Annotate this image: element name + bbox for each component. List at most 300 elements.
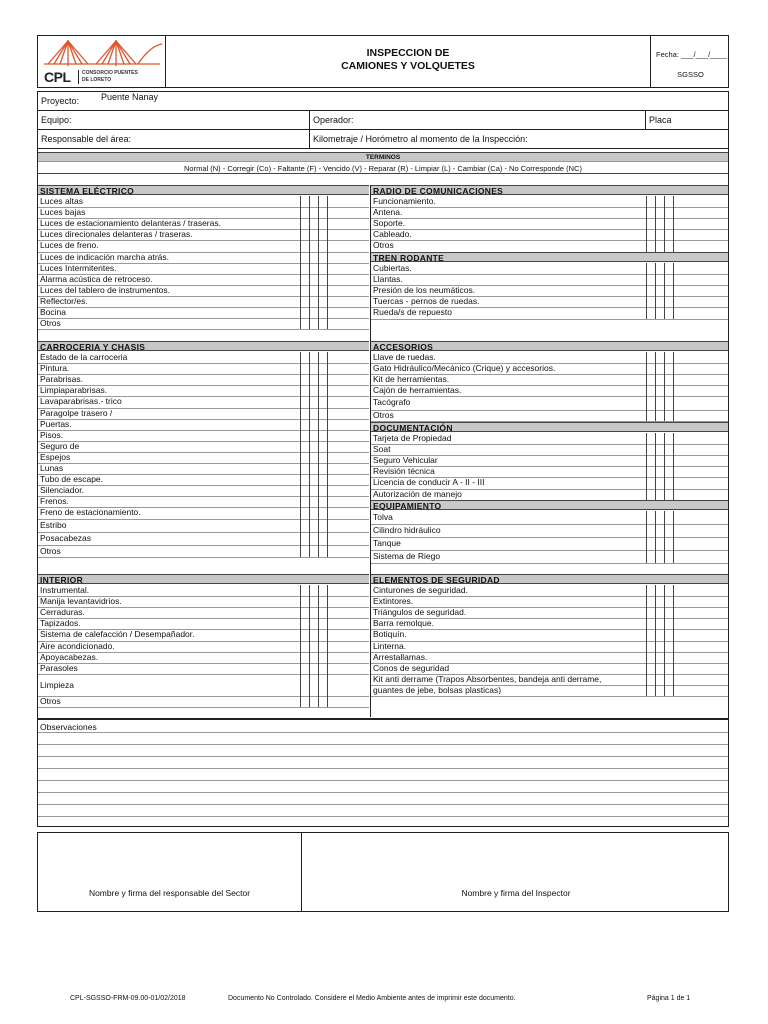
status-cell[interactable] bbox=[655, 352, 664, 363]
status-cell[interactable] bbox=[655, 674, 664, 685]
status-cell[interactable] bbox=[318, 240, 327, 251]
status-cell[interactable] bbox=[318, 652, 327, 663]
status-cell[interactable] bbox=[309, 263, 318, 274]
date-field[interactable]: Fecha: ___/___/____ bbox=[656, 50, 727, 59]
status-cell[interactable] bbox=[664, 652, 673, 663]
column-divider bbox=[664, 263, 665, 319]
status-cell[interactable] bbox=[318, 229, 327, 240]
status-cell[interactable] bbox=[309, 240, 318, 251]
status-cell[interactable] bbox=[309, 629, 318, 640]
status-cell[interactable] bbox=[664, 396, 673, 409]
status-cell[interactable] bbox=[646, 511, 655, 524]
status-cell[interactable] bbox=[664, 524, 673, 537]
status-cell[interactable] bbox=[664, 685, 673, 696]
status-cell[interactable] bbox=[655, 489, 664, 500]
status-cell[interactable] bbox=[309, 374, 318, 385]
observation-line bbox=[38, 732, 728, 733]
column-divider bbox=[664, 196, 665, 252]
status-cell[interactable] bbox=[318, 507, 327, 518]
status-cell[interactable] bbox=[664, 511, 673, 524]
status-cell[interactable] bbox=[646, 207, 655, 218]
status-cell[interactable] bbox=[655, 537, 664, 550]
status-cell[interactable] bbox=[664, 674, 673, 685]
column-divider bbox=[318, 585, 319, 707]
date-box bbox=[650, 36, 730, 87]
status-cell[interactable] bbox=[655, 240, 664, 251]
checklist-item: Presión de los neumáticos. bbox=[373, 285, 476, 296]
status-cell[interactable] bbox=[300, 641, 309, 652]
status-cell[interactable] bbox=[318, 408, 327, 419]
column-divider bbox=[318, 352, 319, 557]
checklist-item: Limpiaparabrisas. bbox=[40, 385, 108, 396]
status-cell[interactable] bbox=[664, 274, 673, 285]
status-cell[interactable] bbox=[664, 196, 673, 207]
status-cell[interactable] bbox=[309, 452, 318, 463]
status-cell[interactable] bbox=[655, 685, 664, 696]
status-cell[interactable] bbox=[655, 466, 664, 477]
status-cell[interactable] bbox=[664, 663, 673, 674]
status-cell[interactable] bbox=[300, 196, 309, 207]
status-cell[interactable] bbox=[646, 466, 655, 477]
status-cell[interactable] bbox=[318, 441, 327, 452]
status-cell[interactable] bbox=[646, 685, 655, 696]
status-cell[interactable] bbox=[300, 629, 309, 640]
responsable-field[interactable]: Responsable del área: bbox=[38, 130, 310, 148]
status-cell[interactable] bbox=[664, 629, 673, 640]
status-cell[interactable] bbox=[664, 444, 673, 455]
status-cell[interactable] bbox=[309, 285, 318, 296]
status-cell[interactable] bbox=[646, 455, 655, 466]
observation-line bbox=[38, 756, 728, 757]
status-cell[interactable] bbox=[300, 452, 309, 463]
status-cell[interactable] bbox=[646, 285, 655, 296]
status-cell[interactable] bbox=[664, 207, 673, 218]
checklist-item: Tanque bbox=[373, 538, 401, 549]
status-cell[interactable] bbox=[655, 477, 664, 488]
status-cell[interactable] bbox=[646, 629, 655, 640]
column-divider bbox=[673, 433, 674, 500]
checklist-item: Cilindro hidráulico bbox=[373, 525, 441, 536]
proyecto-field[interactable]: Puente Nanay bbox=[101, 92, 159, 102]
checklist-item: Paragolpe trasero / bbox=[40, 407, 113, 418]
column-divider bbox=[646, 433, 647, 500]
observations-box[interactable] bbox=[37, 719, 729, 827]
status-cell[interactable] bbox=[646, 274, 655, 285]
status-cell[interactable] bbox=[655, 585, 664, 596]
status-cell[interactable] bbox=[664, 410, 673, 421]
column-divider bbox=[664, 433, 665, 500]
status-cell[interactable] bbox=[664, 537, 673, 550]
status-cell[interactable] bbox=[664, 607, 673, 618]
status-cell[interactable] bbox=[655, 285, 664, 296]
status-cell[interactable] bbox=[646, 229, 655, 240]
status-cell[interactable] bbox=[300, 474, 309, 485]
status-cell[interactable] bbox=[646, 385, 655, 396]
column-divider bbox=[646, 263, 647, 319]
status-cell[interactable] bbox=[664, 618, 673, 629]
checklist-item: Cubiertas. bbox=[373, 263, 412, 273]
status-cell[interactable] bbox=[646, 296, 655, 307]
status-cell[interactable] bbox=[318, 396, 327, 407]
checklist-item: Lavaparabrisas.- trico bbox=[40, 396, 122, 407]
status-cell[interactable] bbox=[309, 696, 318, 707]
status-cell[interactable] bbox=[318, 674, 327, 696]
status-cell[interactable] bbox=[664, 455, 673, 466]
status-cell[interactable] bbox=[318, 663, 327, 674]
status-cell[interactable] bbox=[309, 545, 318, 558]
status-cell[interactable] bbox=[309, 218, 318, 229]
status-cell[interactable] bbox=[300, 252, 309, 263]
status-cell[interactable] bbox=[318, 252, 327, 263]
status-cell[interactable] bbox=[309, 596, 318, 607]
equipo-field[interactable]: Equipo: bbox=[38, 111, 310, 129]
status-cell[interactable] bbox=[309, 474, 318, 485]
terms-text: Normal (N) - Corregir (Co) - Faltante (F) - Vencido (V) - Reparar (R) - Limpiar (L) - Cambiar (Ca) - No Corresponde (NC) bbox=[38, 161, 728, 174]
status-cell[interactable] bbox=[300, 307, 309, 318]
status-cell[interactable] bbox=[309, 652, 318, 663]
status-cell[interactable] bbox=[655, 229, 664, 240]
status-cell[interactable] bbox=[300, 374, 309, 385]
status-cell[interactable] bbox=[646, 537, 655, 550]
status-cell[interactable] bbox=[318, 307, 327, 318]
status-cell[interactable] bbox=[300, 408, 309, 419]
logo-divider bbox=[78, 70, 79, 84]
status-cell[interactable] bbox=[664, 550, 673, 563]
logo-sub-line-2: DE LORETO bbox=[82, 76, 112, 83]
status-cell[interactable] bbox=[309, 196, 318, 207]
column-divider bbox=[300, 196, 301, 329]
status-cell[interactable] bbox=[655, 263, 664, 274]
status-cell[interactable] bbox=[300, 274, 309, 285]
status-cell[interactable] bbox=[309, 296, 318, 307]
status-cell[interactable] bbox=[664, 466, 673, 477]
status-cell[interactable] bbox=[300, 430, 309, 441]
status-cell[interactable] bbox=[655, 218, 664, 229]
status-cell[interactable] bbox=[655, 455, 664, 466]
bridge-logo-icon bbox=[38, 36, 166, 70]
status-cell[interactable] bbox=[664, 296, 673, 307]
status-cell[interactable] bbox=[318, 585, 327, 596]
status-cell[interactable] bbox=[646, 263, 655, 274]
status-cell[interactable] bbox=[318, 374, 327, 385]
status-cell[interactable] bbox=[300, 532, 309, 545]
status-cell[interactable] bbox=[646, 674, 655, 685]
status-cell[interactable] bbox=[300, 674, 309, 696]
status-cell[interactable] bbox=[300, 285, 309, 296]
column-divider bbox=[646, 511, 647, 563]
status-cell[interactable] bbox=[318, 296, 327, 307]
column-divider bbox=[673, 511, 674, 563]
observation-line bbox=[38, 744, 728, 745]
status-cell[interactable] bbox=[655, 596, 664, 607]
status-cell[interactable] bbox=[309, 519, 318, 532]
status-cell[interactable] bbox=[646, 607, 655, 618]
status-cell[interactable] bbox=[318, 430, 327, 441]
status-cell[interactable] bbox=[664, 285, 673, 296]
status-cell[interactable] bbox=[655, 296, 664, 307]
operador-field[interactable]: Operador: bbox=[310, 111, 646, 129]
status-cell[interactable] bbox=[318, 519, 327, 532]
checklist-item: Luces del tablero de instrumentos. bbox=[40, 284, 170, 295]
status-cell[interactable] bbox=[318, 485, 327, 496]
status-cell[interactable] bbox=[309, 485, 318, 496]
status-cell[interactable] bbox=[664, 477, 673, 488]
section-header: DOCUMENTACIÓN bbox=[371, 422, 728, 432]
checklist-item: Luces direcionales delanteras / traseras. bbox=[40, 229, 193, 240]
status-cell[interactable] bbox=[318, 274, 327, 285]
status-cell[interactable] bbox=[318, 618, 327, 629]
status-cell[interactable] bbox=[318, 463, 327, 474]
status-cell[interactable] bbox=[655, 663, 664, 674]
status-cell[interactable] bbox=[300, 318, 309, 329]
status-cell[interactable] bbox=[646, 489, 655, 500]
status-cell[interactable] bbox=[309, 496, 318, 507]
status-cell[interactable] bbox=[664, 641, 673, 652]
status-cell[interactable] bbox=[300, 441, 309, 452]
status-cell[interactable] bbox=[664, 596, 673, 607]
footer-note: Documento No Controlado. Considere el Medio Ambiente antes de imprimir este documento. bbox=[228, 995, 516, 1002]
checklist-item: Tacógrafo bbox=[373, 397, 411, 408]
status-cell[interactable] bbox=[646, 374, 655, 385]
status-cell[interactable] bbox=[318, 596, 327, 607]
status-cell[interactable] bbox=[664, 240, 673, 251]
status-cell[interactable] bbox=[655, 629, 664, 640]
status-cell[interactable] bbox=[655, 374, 664, 385]
status-cell[interactable] bbox=[300, 352, 309, 363]
status-cell[interactable] bbox=[664, 352, 673, 363]
status-cell[interactable] bbox=[309, 463, 318, 474]
checklist-item: Barra remolque. bbox=[373, 618, 434, 629]
status-cell[interactable] bbox=[309, 618, 318, 629]
status-cell[interactable] bbox=[300, 545, 309, 558]
status-cell[interactable] bbox=[318, 419, 327, 430]
status-cell[interactable] bbox=[655, 207, 664, 218]
status-cell[interactable] bbox=[664, 363, 673, 374]
status-cell[interactable] bbox=[646, 550, 655, 563]
status-cell[interactable] bbox=[300, 218, 309, 229]
status-cell[interactable] bbox=[655, 618, 664, 629]
status-cell[interactable] bbox=[318, 363, 327, 374]
row-divider bbox=[371, 563, 728, 564]
status-cell[interactable] bbox=[318, 196, 327, 207]
status-cell[interactable] bbox=[646, 363, 655, 374]
signature-inspector[interactable] bbox=[302, 833, 730, 911]
status-cell[interactable] bbox=[655, 652, 664, 663]
status-cell[interactable] bbox=[646, 477, 655, 488]
status-cell[interactable] bbox=[655, 307, 664, 318]
logo bbox=[38, 36, 166, 87]
column-divider bbox=[673, 352, 674, 421]
checklist-item: Kit anti derrame (Trapos Absorbentes, bandeja anti derrame, bbox=[373, 673, 602, 684]
status-cell[interactable] bbox=[664, 385, 673, 396]
status-cell[interactable] bbox=[309, 207, 318, 218]
status-cell[interactable] bbox=[646, 196, 655, 207]
status-cell[interactable] bbox=[664, 229, 673, 240]
checklist bbox=[37, 149, 729, 719]
status-cell[interactable] bbox=[646, 524, 655, 537]
status-cell[interactable] bbox=[655, 363, 664, 374]
status-cell[interactable] bbox=[309, 252, 318, 263]
status-cell[interactable] bbox=[309, 318, 318, 329]
status-cell[interactable] bbox=[655, 274, 664, 285]
status-cell[interactable] bbox=[300, 229, 309, 240]
status-cell[interactable] bbox=[646, 218, 655, 229]
status-cell[interactable] bbox=[664, 263, 673, 274]
status-cell[interactable] bbox=[309, 674, 318, 696]
checklist-item: Cinturones de seguridad. bbox=[373, 585, 468, 595]
status-cell[interactable] bbox=[300, 263, 309, 274]
status-cell[interactable] bbox=[318, 218, 327, 229]
status-cell[interactable] bbox=[300, 519, 309, 532]
status-cell[interactable] bbox=[646, 307, 655, 318]
status-cell[interactable] bbox=[318, 352, 327, 363]
status-cell[interactable] bbox=[300, 663, 309, 674]
status-cell[interactable] bbox=[309, 385, 318, 396]
status-cell[interactable] bbox=[664, 585, 673, 596]
title-line-2: CAMIONES Y VOLQUETES bbox=[341, 60, 475, 72]
status-cell[interactable] bbox=[646, 240, 655, 251]
status-cell[interactable] bbox=[309, 352, 318, 363]
status-cell[interactable] bbox=[309, 532, 318, 545]
status-cell[interactable] bbox=[646, 641, 655, 652]
status-cell[interactable] bbox=[646, 410, 655, 421]
status-cell[interactable] bbox=[300, 485, 309, 496]
status-cell[interactable] bbox=[300, 652, 309, 663]
status-cell[interactable] bbox=[318, 385, 327, 396]
status-cell[interactable] bbox=[664, 489, 673, 500]
status-cell[interactable] bbox=[300, 463, 309, 474]
checklist-item: Puertas. bbox=[40, 418, 72, 429]
status-cell[interactable] bbox=[309, 585, 318, 596]
checklist-item: Soat bbox=[373, 444, 391, 455]
status-cell[interactable] bbox=[300, 618, 309, 629]
status-cell[interactable] bbox=[655, 511, 664, 524]
status-cell[interactable] bbox=[300, 240, 309, 251]
status-cell[interactable] bbox=[300, 296, 309, 307]
status-cell[interactable] bbox=[655, 433, 664, 444]
row-equipo bbox=[38, 111, 728, 130]
status-cell[interactable] bbox=[655, 444, 664, 455]
kilometraje-field[interactable]: Kilometraje / Horómetro al momento de la Inspección: bbox=[313, 134, 528, 144]
status-cell[interactable] bbox=[318, 263, 327, 274]
signature-sector[interactable] bbox=[38, 833, 302, 911]
status-cell[interactable] bbox=[646, 352, 655, 363]
status-cell[interactable] bbox=[300, 207, 309, 218]
column-divider bbox=[673, 263, 674, 319]
status-cell[interactable] bbox=[300, 607, 309, 618]
checklist-item: Seguro de bbox=[40, 440, 80, 451]
checklist-item: Extintores. bbox=[373, 596, 414, 607]
checklist-item: Pisos. bbox=[40, 429, 64, 440]
placa-field[interactable]: Placa bbox=[649, 115, 672, 125]
status-cell[interactable] bbox=[664, 433, 673, 444]
status-cell[interactable] bbox=[664, 374, 673, 385]
status-cell[interactable] bbox=[318, 532, 327, 545]
status-cell[interactable] bbox=[300, 596, 309, 607]
status-cell[interactable] bbox=[655, 524, 664, 537]
status-cell[interactable] bbox=[646, 596, 655, 607]
checklist-item: Revisión técnica bbox=[373, 466, 435, 477]
column-divider bbox=[655, 585, 656, 696]
column-divider bbox=[646, 352, 647, 421]
status-cell[interactable] bbox=[309, 396, 318, 407]
status-cell[interactable] bbox=[646, 444, 655, 455]
checklist-item: Otros bbox=[373, 409, 394, 420]
status-cell[interactable] bbox=[300, 385, 309, 396]
status-cell[interactable] bbox=[318, 641, 327, 652]
status-cell[interactable] bbox=[318, 474, 327, 485]
status-cell[interactable] bbox=[318, 696, 327, 707]
status-cell[interactable] bbox=[309, 274, 318, 285]
status-cell[interactable] bbox=[309, 641, 318, 652]
status-cell[interactable] bbox=[664, 218, 673, 229]
status-cell[interactable] bbox=[655, 385, 664, 396]
status-cell[interactable] bbox=[655, 550, 664, 563]
status-cell[interactable] bbox=[655, 396, 664, 409]
status-cell[interactable] bbox=[309, 229, 318, 240]
status-cell[interactable] bbox=[300, 363, 309, 374]
status-cell[interactable] bbox=[300, 585, 309, 596]
status-cell[interactable] bbox=[300, 696, 309, 707]
status-cell[interactable] bbox=[300, 496, 309, 507]
status-cell[interactable] bbox=[309, 430, 318, 441]
status-cell[interactable] bbox=[309, 307, 318, 318]
status-cell[interactable] bbox=[664, 307, 673, 318]
status-cell[interactable] bbox=[318, 629, 327, 640]
status-cell[interactable] bbox=[318, 318, 327, 329]
status-cell[interactable] bbox=[318, 207, 327, 218]
section-header: EQUIPAMIENTO bbox=[371, 500, 728, 510]
status-cell[interactable] bbox=[646, 433, 655, 444]
checklist-item: Antena. bbox=[373, 207, 403, 218]
status-cell[interactable] bbox=[309, 363, 318, 374]
status-cell[interactable] bbox=[646, 663, 655, 674]
status-cell[interactable] bbox=[655, 196, 664, 207]
status-cell[interactable] bbox=[309, 607, 318, 618]
status-cell[interactable] bbox=[655, 607, 664, 618]
column-divider bbox=[664, 585, 665, 696]
status-cell[interactable] bbox=[646, 618, 655, 629]
status-cell[interactable] bbox=[655, 410, 664, 421]
status-cell[interactable] bbox=[646, 585, 655, 596]
status-cell[interactable] bbox=[309, 419, 318, 430]
status-cell[interactable] bbox=[318, 496, 327, 507]
status-cell[interactable] bbox=[655, 641, 664, 652]
status-cell[interactable] bbox=[309, 408, 318, 419]
checklist-item: Linterna. bbox=[373, 640, 407, 651]
section-header: SISTEMA ELÉCTRICO bbox=[38, 185, 369, 195]
checklist-item: Sistema de calefacción / Desempañador. bbox=[40, 629, 195, 640]
status-cell[interactable] bbox=[309, 441, 318, 452]
status-cell[interactable] bbox=[300, 507, 309, 518]
checklist-item: Limpieza bbox=[40, 679, 75, 690]
status-cell[interactable] bbox=[318, 607, 327, 618]
status-cell[interactable] bbox=[318, 285, 327, 296]
status-cell[interactable] bbox=[318, 452, 327, 463]
checklist-item: Espejos bbox=[40, 451, 71, 462]
row-divider bbox=[371, 319, 728, 320]
status-cell[interactable] bbox=[646, 396, 655, 409]
checklist-item: Otros bbox=[40, 318, 61, 329]
status-cell[interactable] bbox=[318, 545, 327, 558]
status-cell[interactable] bbox=[300, 419, 309, 430]
status-cell[interactable] bbox=[300, 396, 309, 407]
status-cell[interactable] bbox=[309, 663, 318, 674]
row-proyecto bbox=[38, 92, 728, 111]
checklist-item: Seguro Vehicular bbox=[373, 455, 438, 466]
status-cell[interactable] bbox=[646, 652, 655, 663]
status-cell[interactable] bbox=[309, 507, 318, 518]
